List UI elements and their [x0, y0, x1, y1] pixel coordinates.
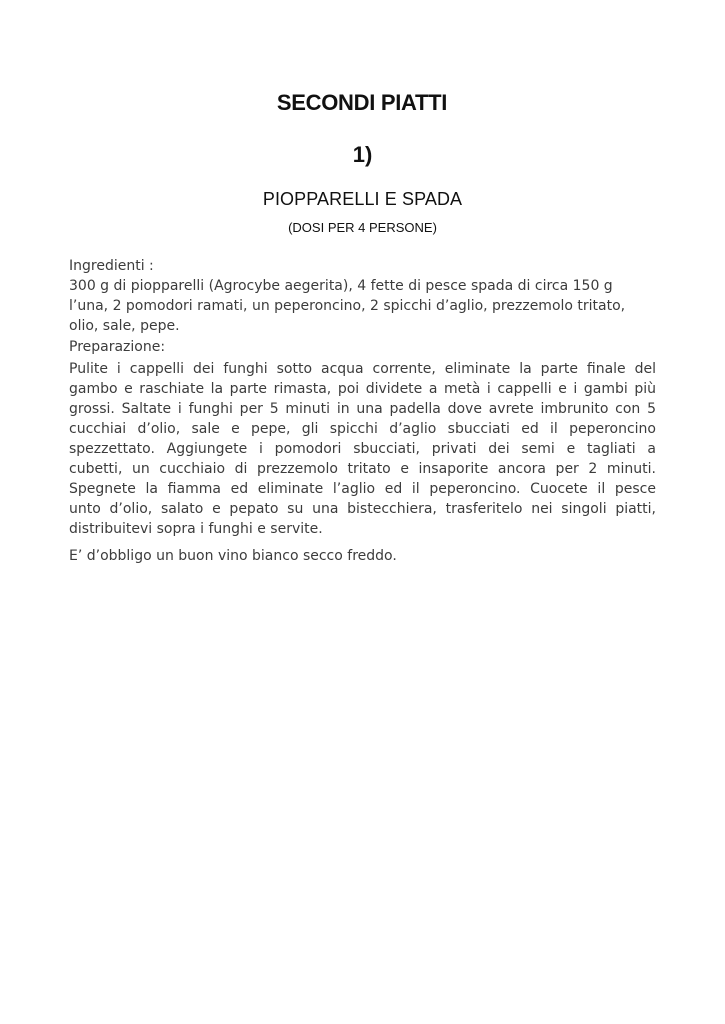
- preparation-line: unto d’olio, salato e pepato su una bistecchiera, trasferitelo nei singoli piatti,: [69, 501, 656, 517]
- recipe-number: 1): [352, 142, 373, 167]
- ingredients-list: [69, 276, 656, 336]
- preparation-line: Pulite i cappelli dei funghi sotto acqua corrente, eliminate la parte finale del: [69, 361, 656, 377]
- section-title: SECONDI PIATTI: [276, 90, 448, 115]
- preparation-label: Preparazione:: [69, 339, 166, 355]
- ingredients-line: olio, sale, pepe.: [69, 318, 180, 334]
- servings-note: (DOSI PER 4 PERSONE): [288, 220, 437, 235]
- preparation-line: distribuitevi sopra i funghi e servite.: [69, 521, 323, 537]
- preparation-line: Spegnete la fiamma ed eliminate l’aglio ed il peperoncino. Cuocete il pesce: [69, 481, 656, 497]
- recipe-title: PIOPPARELLI E SPADA: [262, 189, 463, 209]
- preparation-line: grossi. Saltate i funghi per 5 minuti in una padella dove avrete imbrunito con 5: [69, 401, 656, 417]
- preparation-line: cucchiai d’olio, sale e pepe, gli spicchi d’aglio sbucciati ed il peperoncino: [69, 421, 656, 437]
- preparation-line: spezzettato. Aggiungete i pomodori sbucciati, privati dei semi e tagliati a: [69, 441, 656, 457]
- ingredients-label: Ingredienti :: [69, 258, 154, 274]
- ingredients-line: 300 g di piopparelli (Agrocybe aegerita), 4 fette di pesce spada di circa 150 g: [69, 278, 613, 294]
- preparation-paragraph: [69, 359, 656, 539]
- preparation-line: gambo e raschiate la parte rimasta, poi dividete a metà i cappelli e i gambi più: [69, 381, 656, 397]
- closing-note: E’ d’obbligo un buon vino bianco secco freddo.: [69, 548, 397, 564]
- preparation-line: cubetti, un cucchiaio di prezzemolo tritato e insaporite ancora per 2 minuti.: [69, 461, 656, 477]
- ingredients-line: l’una, 2 pomodori ramati, un peperoncino, 2 spicchi d’aglio, prezzemolo tritato,: [69, 298, 626, 314]
